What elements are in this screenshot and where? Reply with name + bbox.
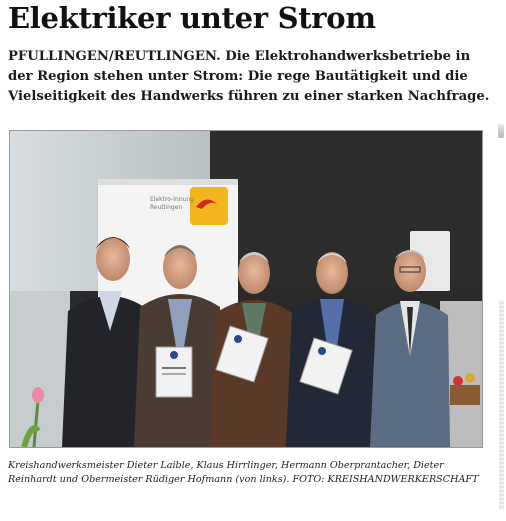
photo-caption: Kreishandwerksmeister Dieter Laible, Klaus Hirrlinger, Hermann Oberprantacher, Dieter Reinhardt und Obermeister Rüdiger Hofmann (von links). FOTO: KREISHANDWERKERSCHAFT bbox=[8, 460, 479, 485]
photo-scene bbox=[10, 131, 482, 447]
banner-text-2: Reutlingen bbox=[150, 204, 183, 211]
article-lead: PFULLINGEN/REUTLINGEN. Die Elektrohandwerksbetriebe in der Region stehen unter Strom: Die rege Bautätigkeit und die Vielseitigkeit des Handwerks führen zu einer starken Nachfrage. bbox=[8, 49, 490, 104]
scrollbar-arrow[interactable] bbox=[498, 124, 504, 138]
article-photo bbox=[9, 130, 483, 448]
scrollbar-track[interactable] bbox=[499, 300, 504, 510]
banner-text-1: Elektro-Innung bbox=[150, 196, 195, 203]
article-headline: Elektriker unter Strom bbox=[8, 1, 376, 35]
